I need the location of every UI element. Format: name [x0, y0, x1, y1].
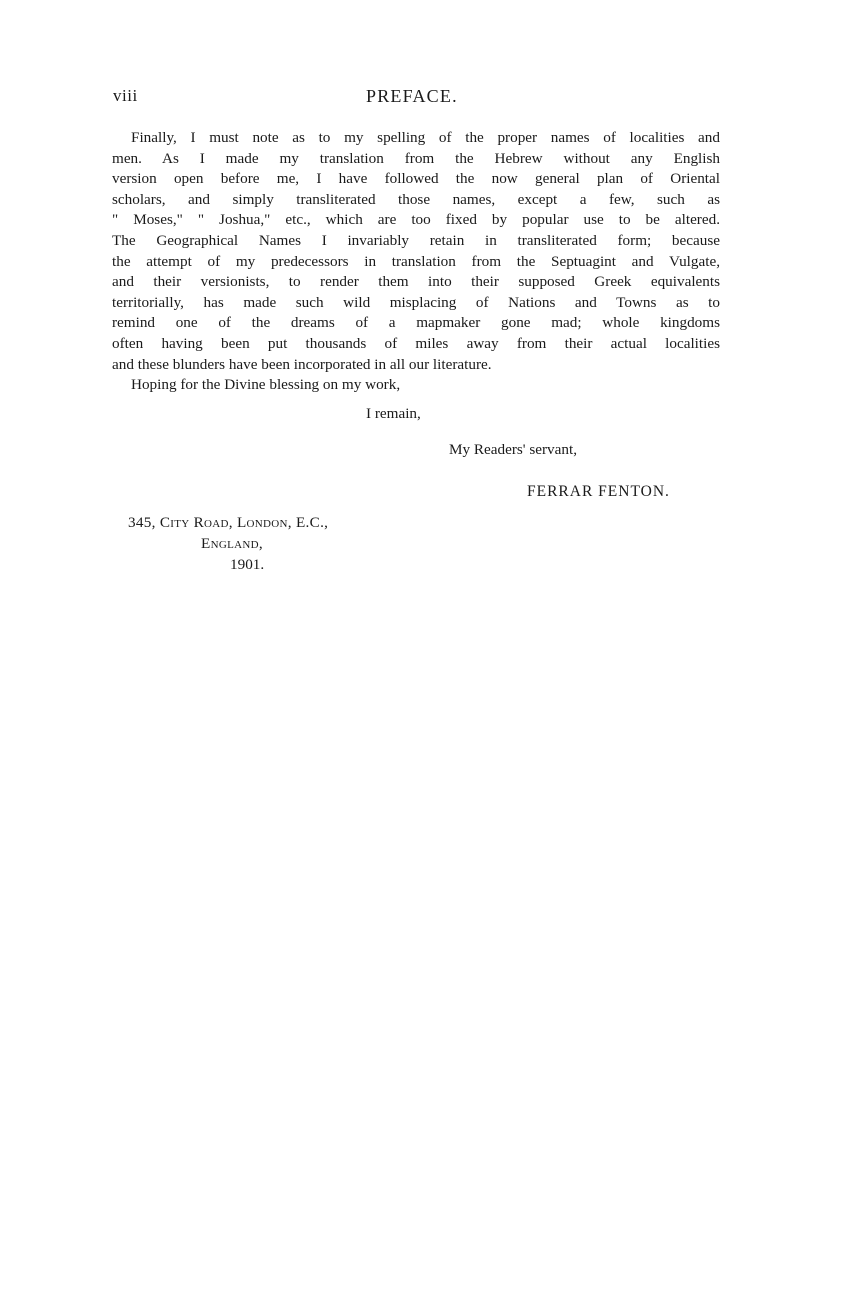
- running-title: PREFACE.: [366, 86, 458, 106]
- text-line: remind one of the dreams of a mapmaker gone mad; whole kingdoms: [112, 314, 720, 332]
- text-line: Finally, I must note as to my spelling of the proper names of localities and: [131, 129, 720, 146]
- address-year: 1901.: [230, 556, 265, 573]
- closing-remain: I remain,: [366, 405, 421, 422]
- preface-paragraph: [112, 128, 720, 396]
- address-street: 345, City Road, London, E.C.,: [128, 514, 329, 531]
- text-line: and their versionists, to render them into their supposed Greek equivalents: [112, 273, 720, 291]
- text-line: " Moses," " Joshua," etc., which are too fixed by popular use to be altered.: [112, 211, 720, 229]
- address-country: England,: [201, 535, 263, 552]
- text-line: territorially, has made such wild misplacing of Nations and Towns as to: [112, 293, 720, 311]
- text-line: The Geographical Names I invariably retain in transliterated form; because: [112, 231, 720, 249]
- text-line: often having been put thousands of miles away from their actual localities: [112, 334, 720, 352]
- text-line: the attempt of my predecessors in translation from the Septuagint and Vulgate,: [112, 252, 720, 270]
- author-signature: FERRAR FENTON.: [527, 483, 670, 500]
- text-line: scholars, and simply transliterated those names, except a few, such as: [112, 190, 720, 208]
- page-number: viii: [113, 86, 138, 105]
- running-head: [110, 86, 720, 110]
- closing-servant: My Readers' servant,: [449, 441, 577, 458]
- text-line: and these blunders have been incorporated in all our literature.: [112, 355, 492, 373]
- text-line: Hoping for the Divine blessing on my work,: [131, 376, 401, 394]
- text-line: men. As I made my translation from the Hebrew without any English: [112, 149, 720, 167]
- address-block: [128, 512, 328, 575]
- text-line: version open before me, I have followed the now general plan of Oriental: [112, 170, 720, 188]
